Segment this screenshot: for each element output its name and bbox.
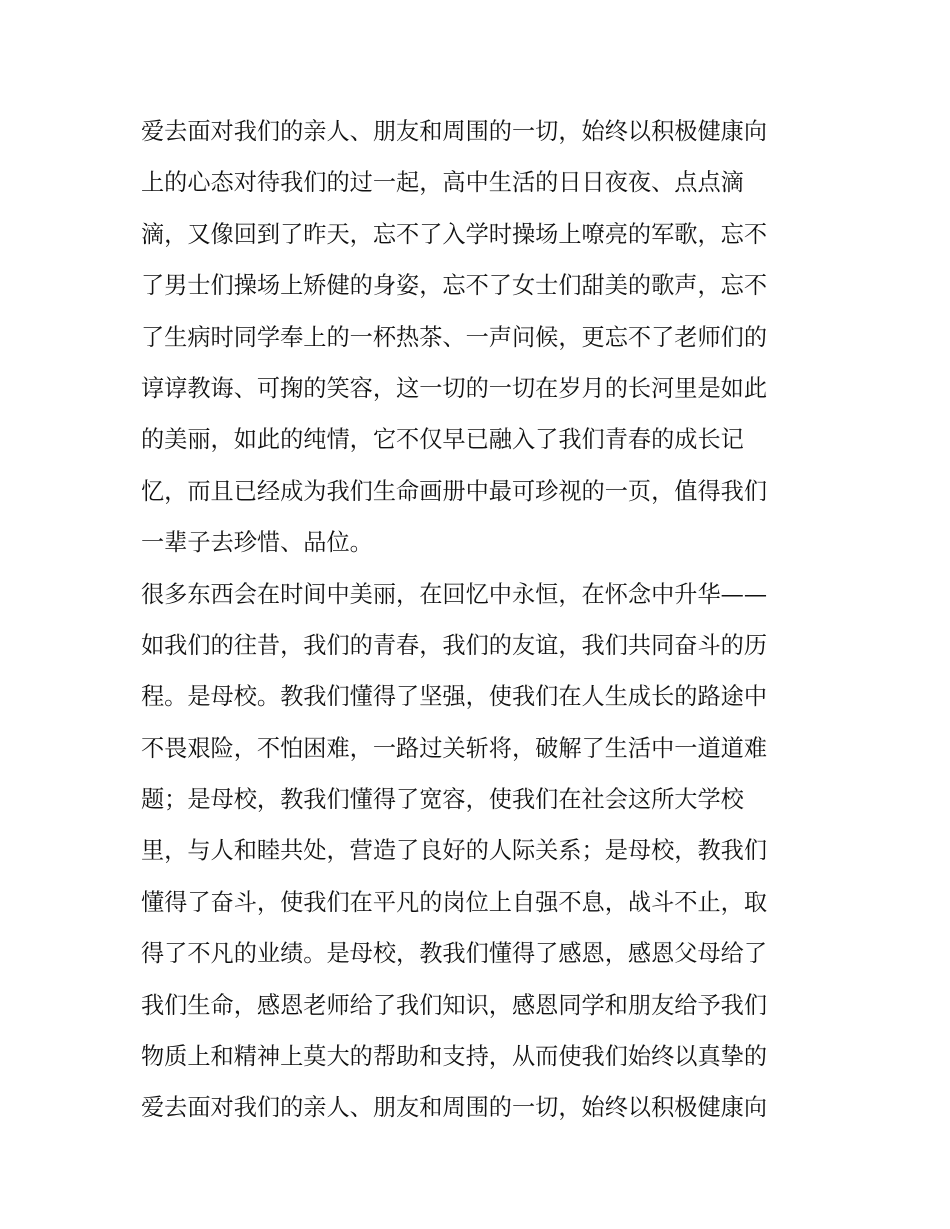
text-line: 程。是母校。教我们懂得了坚强，使我们在人生成长的路途中 [141,683,768,711]
text-line: 我们生命，感恩老师给了我们知识，感恩同学和朋友给予我们 [141,991,768,1019]
text-line: 爱去面对我们的亲人、朋友和周围的一切，始终以积极健康向 [141,118,768,145]
text-line: 得了不凡的业绩。是母校，教我们懂得了感恩，感恩父母给了 [141,940,768,968]
text-line: 忆，而且已经成为我们生命画册中最可珍视的一页，值得我们 [141,477,768,505]
text-line: 题；是母校，教我们懂得了宽容，使我们在社会这所大学校 [141,786,744,814]
text-line: 不畏艰险，不怕困难，一路过关斩将，破解了生活中一道道难 [141,734,768,762]
text-line: 谆谆教诲、可掬的笑容，这一切的一切在岁月的长河里是如此 [141,374,768,402]
text-line: 很多东西会在时间中美丽，在回忆中永恒，在怀念中升华—— [141,580,768,608]
text-line: 滴，又像回到了昨天，忘不了入学时操场上嘹亮的军歌，忘不 [141,220,768,248]
text-line: 物质上和精神上莫大的帮助和支持，从而使我们始终以真挚的 [141,1043,768,1071]
text-line: 里，与人和睦共处，营造了良好的人际关系；是母校，教我们 [141,837,768,865]
text-line: 懂得了奋斗，使我们在平凡的岗位上自强不息，战斗不止，取 [141,888,768,916]
text-line: 爱去面对我们的亲人、朋友和周围的一切，始终以积极健康向 [141,1094,768,1122]
text-line: 了生病时同学奉上的一杯热茶、一声问候，更忘不了老师们的 [141,323,768,351]
text-line: 一辈子去珍惜、品位。 [141,529,373,557]
document-body-text [141,106,813,1134]
text-line: 了男士们操场上矫健的身姿，忘不了女士们甜美的歌声，忘不 [141,272,768,300]
text-line: 上的心态对待我们的过一起，高中生活的日日夜夜、点点滴 [141,169,744,197]
text-line: 如我们的往昔，我们的青春，我们的友谊，我们共同奋斗的历 [141,631,768,659]
text-line: 的美丽，如此的纯情，它不仅早已融入了我们青春的成长记 [141,426,744,454]
